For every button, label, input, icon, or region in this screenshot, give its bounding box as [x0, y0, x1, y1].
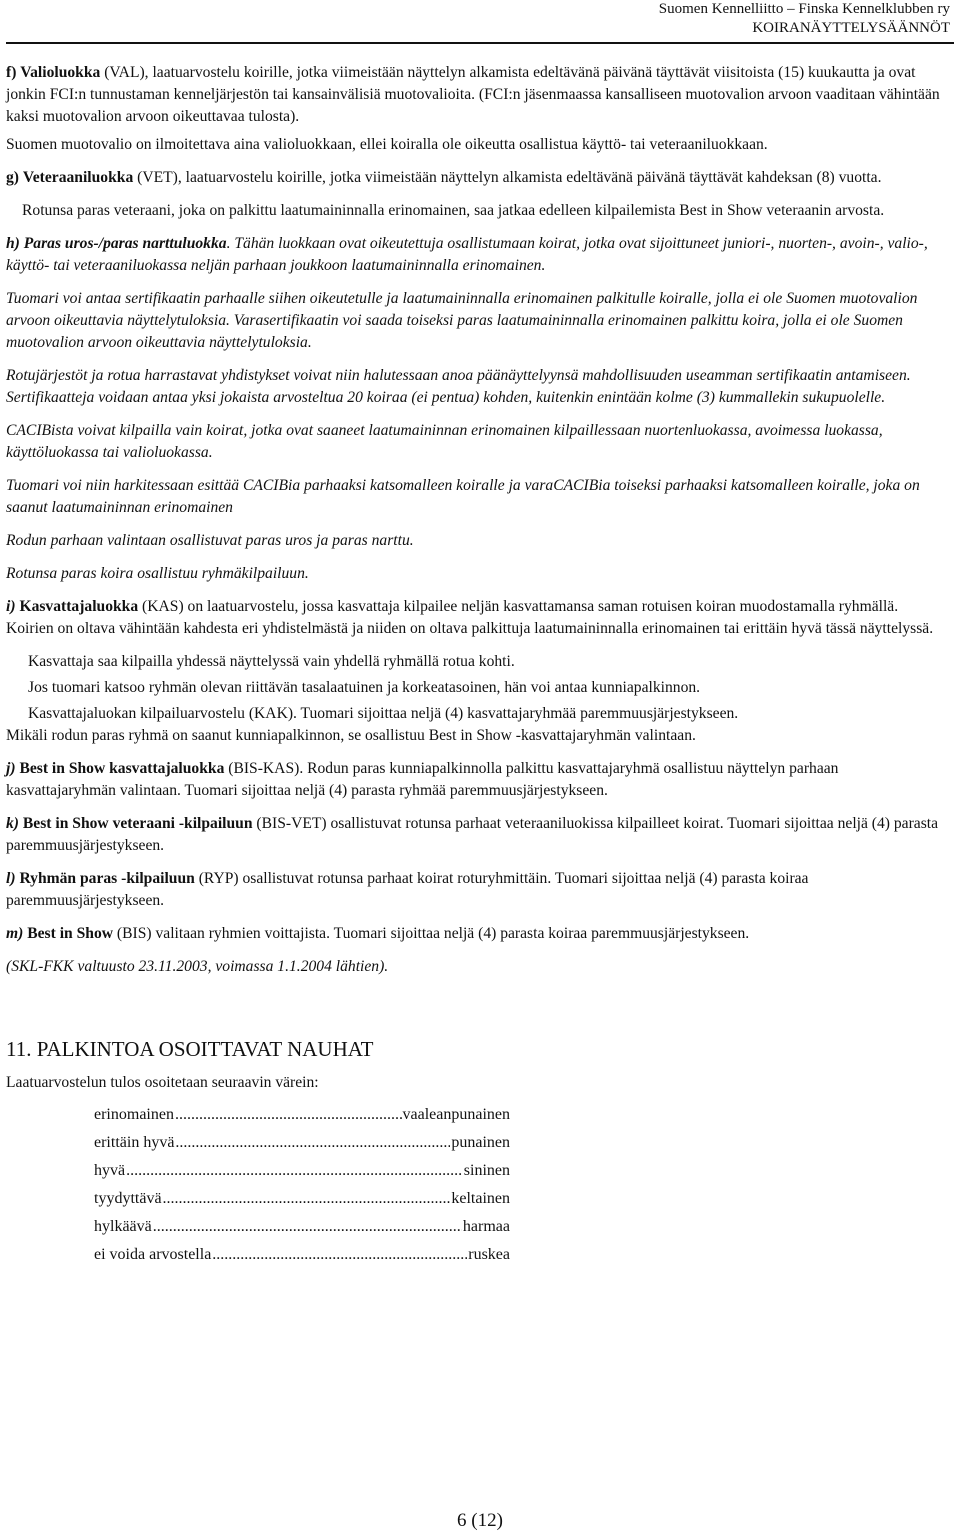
section-i — [6, 596, 946, 640]
section-h-paragraph: Tuomari voi antaa sertifikaatin parhaalle siihen oikeutetulle ja laatumaininnalla erinomainen palkitulle koiralle, jolla ei ole Suomen muotovalion arvoon oikeuttavia näyttelytuloksia. Varasertifikaatin voi saada toiseksi paras laatumaininnalla erinomainen palkittu koira, jolla ei ole Suomen muotovalion arvoon oikeuttavia näyttelytuloksia. — [6, 290, 918, 351]
section-i-text: (KAS) on laatuarvostelu, jossa kasvattaja kilpailee neljän kasvattamansa saman rotuisen koiran muodostamalla ryhmällä. Koirien on oltava vähintään kahdesta eri yhdistelmästä ja niiden on oltava palkittuja laatumaininnalla erinomainen tai erittäin hyvä tässä näyttelyssä. — [6, 598, 934, 637]
dot-leader — [175, 1132, 450, 1154]
footnote: (SKL-FKK valtuusto 23.11.2003, voimassa 1.1.2004 lähtien). — [6, 958, 389, 975]
ribbon-color: sininen — [463, 1162, 510, 1179]
ribbon-color: ruskea — [468, 1246, 510, 1263]
section-f-note: Suomen muotovalio on ilmoitettava aina valioluokkaan, ellei koiralla ole oikeutta osallistua käyttö- tai veteraaniluokkaan. — [6, 136, 768, 153]
page-header — [659, 0, 950, 38]
section-k-letter: k) — [6, 815, 19, 832]
section-f — [6, 62, 946, 128]
dot-leader — [163, 1188, 451, 1210]
section-j-title: Best in Show kasvattajaluokka — [19, 760, 225, 777]
section-m — [6, 923, 946, 945]
section-h-paragraph: CACIBista voivat kilpailla vain koirat, jotka ovat saaneet laatumaininnan erinomainen kilpaillessaan nuortenluokassa, avoimessa luokassa, käyttöluokassa tai valioluokassa. — [6, 422, 883, 461]
section-g-text: (VET), laatuarvostelu koirille, jotka viimeistään näyttelyn alkamista edeltävänä päivänä täyttävät kahdeksan (8) vuotta. — [133, 169, 882, 186]
section-m-letter: m) — [6, 925, 24, 942]
section-i-note: Mikäli rodun paras ryhmä on saanut kunniapalkinnon, se osallistuu Best in Show -kasvattajaryhmän valintaan. — [6, 727, 696, 744]
rating-level: hylkäävä — [94, 1218, 152, 1235]
section-j-text: (BIS-KAS). Rodun paras kunniapalkinnolla palkittu kasvattajaryhmä osallistuu näyttelyn parhaan kasvattajaryhmän valintaan. Tuomari sijoittaa neljä (4) parasta ryhmää paremmuusjärjestykseen. — [6, 760, 839, 799]
color-row — [94, 1132, 510, 1160]
color-row — [94, 1188, 510, 1216]
section-i-note: Kasvattaja saa kilpailla yhdessä näyttelyssä vain yhdellä ryhmällä rotua kohti. — [28, 653, 515, 670]
ribbon-color: punainen — [451, 1134, 510, 1151]
rating-level: tyydyttävä — [94, 1190, 162, 1207]
section-11-title: 11. PALKINTOA OSOITTAVAT NAUHAT — [6, 1037, 374, 1061]
rating-level: erinomainen — [94, 1106, 174, 1123]
page-number: 6 (12) — [457, 1510, 503, 1531]
section-j-letter: j) — [6, 760, 16, 777]
section-h-paragraph: Rodun parhaan valintaan osallistuvat paras uros ja paras narttu. — [6, 532, 414, 549]
section-j — [6, 758, 946, 802]
section-f-title: Valioluokka — [20, 64, 101, 81]
section-i-note: Jos tuomari katsoo ryhmän olevan riittävän tasalaatuinen ja korkeatasoinen, hän voi antaa kunniapalkinnon. — [28, 679, 701, 696]
document-body — [6, 62, 946, 1272]
section-k-text: (BIS-VET) osallistuvat rotunsa parhaat veteraaniluokissa kilpailleet koirat. Tuomari sijoittaa neljä (4) parasta paremmuusjärjestykseen. — [6, 815, 939, 854]
section-l-title: Ryhmän paras -kilpailuun — [19, 870, 195, 887]
rating-level: hyvä — [94, 1162, 126, 1179]
section-l — [6, 868, 946, 912]
section-i-note: Kasvattajaluokan kilpailuarvostelu (KAK). Tuomari sijoittaa neljä (4) kasvattajaryhmää paremmuusjärjestykseen. — [28, 705, 739, 722]
ribbon-color: harmaa — [462, 1218, 510, 1235]
section-h-title: Paras uros-/paras narttuluokka — [23, 235, 227, 252]
section-k — [6, 813, 946, 857]
section-h-letter: h) — [6, 235, 20, 252]
rating-level: ei voida arvostella — [94, 1246, 212, 1263]
dot-leader — [126, 1160, 463, 1182]
section-h-text: . Tähän luokkaan ovat oikeutettuja osallistumaan koirat, jotka ovat sijoittuneet juniori-, nuorten-, avoin-, valio-, käyttö- tai veteraaniluokassa neljän parhaan joukkoon laatumaininnalla erinomainen. — [6, 235, 928, 274]
section-f-text: (VAL), laatuarvostelu koirille, jotka viimeistään näyttelyn alkamista edeltävänä päivänä täyttävät viisitoista (15) kuukautta ja ovat jonkin FCI:n tunnustaman kenneljärjestön tai kansainvälisiä muotovalioita. (FCI:n jäsenmaassa kansalliseen muotovalion arvoon vaaditaan vähintään kaksi muotovalion arvoon oikeuttavaa tulosta). — [6, 64, 940, 125]
section-f-letter: f) — [6, 64, 17, 81]
ribbon-color: vaaleanpunainen — [402, 1106, 510, 1123]
section-g — [6, 167, 946, 189]
color-row — [94, 1216, 510, 1244]
dot-leader — [212, 1244, 467, 1266]
dot-leader — [153, 1216, 462, 1238]
section-h-paragraph: Tuomari voi niin harkitessaan esittää CACIBia parhaaksi katsomalleen koiralle ja varaCACIBia toiseksi parhaaksi katsomalleen koiralle, joka on saanut laatumaininnan erinomainen — [6, 477, 920, 516]
dot-leader — [175, 1104, 402, 1126]
header-organization: Suomen Kennelliitto – Finska Kennelklubben ry — [658, 1, 950, 17]
section-l-text: (RYP) osallistuvat rotunsa parhaat koirat roturyhmittäin. Tuomari sijoittaa neljä (4) parasta koiraa paremmuusjärjestykseen. — [6, 870, 809, 909]
section-h-paragraph: Rotujärjestöt ja rotua harrastavat yhdistykset voivat niin halutessaan anoa päänäyttelyynsä mahdollisuuden useamman sertifikaatin antamiseen. Sertifikaatteja voidaan antaa yksi jokaista arvosteltua 20 koiraa (ei pentua) kohden, kuitenkin enintään kolme (3) kummallekin sukupuolelle. — [6, 367, 911, 406]
header-divider — [6, 42, 954, 44]
section-h — [6, 233, 946, 277]
section-h-paragraph: Rotunsa paras koira osallistuu ryhmäkilpailuun. — [6, 565, 309, 582]
section-g-title: Veteraaniluokka — [22, 169, 134, 186]
section-m-text: (BIS) valitaan ryhmien voittajista. Tuomari sijoittaa neljä (4) parasta koiraa paremmuusjärjestykseen. — [113, 925, 750, 942]
header-document-title: KOIRANÄYTTELYSÄÄNNÖT — [752, 20, 950, 36]
section-i-title: Kasvattajaluokka — [19, 598, 139, 615]
ribbon-color-list — [94, 1104, 946, 1272]
color-row — [94, 1160, 510, 1188]
section-g-note: Rotunsa paras veteraani, joka on palkittu laatumaininnalla erinomainen, saa jatkaa edelleen kilpailemista Best in Show veteraanin arvosta. — [22, 202, 885, 219]
section-l-letter: l) — [6, 870, 16, 887]
section-11-intro: Laatuarvostelun tulos osoitetaan seuraavin värein: — [6, 1074, 319, 1091]
color-row — [94, 1244, 510, 1272]
rating-level: erittäin hyvä — [94, 1134, 175, 1151]
section-i-letter: i) — [6, 598, 16, 615]
section-g-letter: g) — [6, 169, 19, 186]
color-row — [94, 1104, 510, 1132]
section-k-title: Best in Show veteraani -kilpailuun — [22, 815, 253, 832]
ribbon-color: keltainen — [451, 1190, 510, 1207]
section-m-title: Best in Show — [27, 925, 114, 942]
